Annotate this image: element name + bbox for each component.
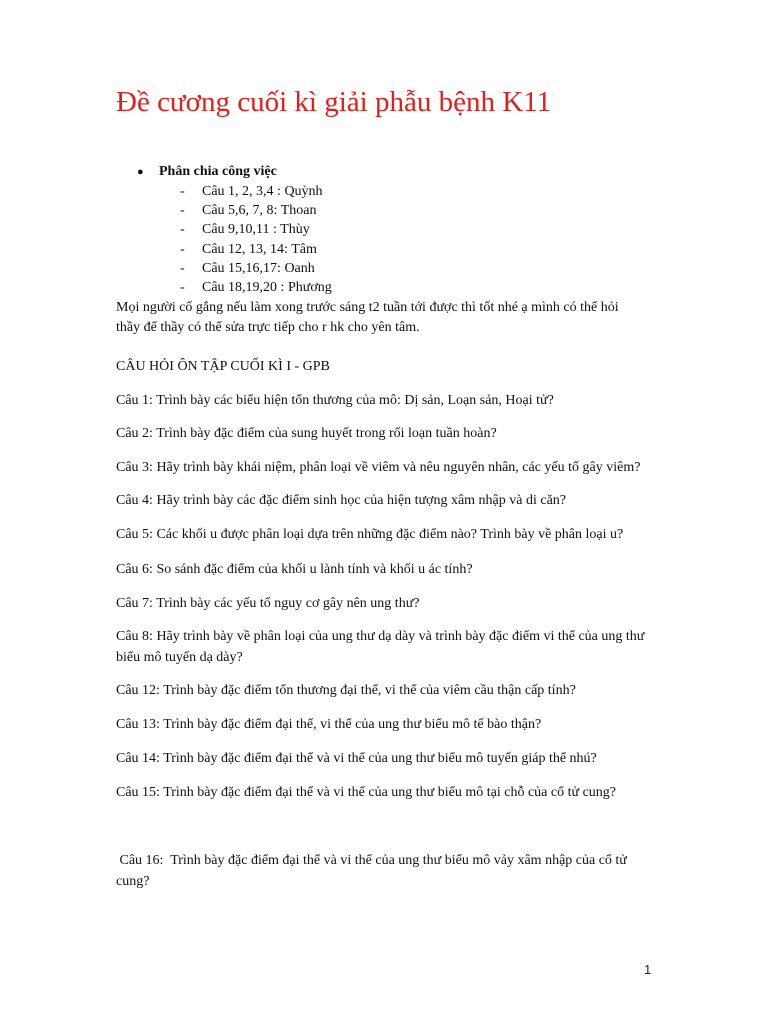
assignment-item [180, 240, 317, 260]
question-item-continued: biểu mô tuyến dạ dày? [116, 650, 243, 665]
assignment-text: Câu 12, 13, 14: Tâm [202, 242, 317, 257]
dash-icon: - [180, 261, 185, 276]
assignment-item [180, 278, 332, 298]
question-item: Câu 6: So sánh đặc điểm của khối u lành tính và khối u ác tính? [116, 562, 473, 577]
note-line: thầy để thầy có thể sửa trực tiếp cho r hk cho yên tâm. [116, 320, 420, 335]
assignment-item [180, 201, 316, 221]
section-heading: CÂU HỎI ÔN TẬP CUỐI KÌ I - GPB [116, 359, 330, 374]
note-line: Mọi người cố gắng nếu làm xong trước sáng t2 tuần tới được thì tốt nhé ạ mình có thể hỏi [116, 300, 619, 315]
dash-icon: - [180, 280, 185, 295]
question-item: Câu 16: Trình bày đặc điểm đại thể và vi thể của ung thư biểu mô vảy xâm nhập của cổ tử [116, 853, 627, 868]
question-item: Câu 3: Hãy trình bày khái niệm, phân loại về viêm và nêu nguyên nhân, các yếu tố gây viêm? [116, 460, 641, 475]
assignment-text: Câu 1, 2, 3,4 : Quỳnh [202, 184, 323, 199]
dash-icon: - [180, 222, 185, 237]
question-item: Câu 7: Trình bày các yếu tố nguy cơ gây nên ung thư? [116, 596, 420, 611]
question-item: Câu 12: Trình bày đặc điểm tổn thương đại thể, vi thể của viêm cầu thận cấp tính? [116, 683, 576, 698]
bullet-icon: ● [137, 166, 144, 178]
assignment-item [180, 259, 315, 279]
question-item: Câu 1: Trình bày các biểu hiện tổn thương của mô: Dị sản, Loạn sản, Hoại tử? [116, 393, 554, 408]
assignment-text: Câu 18,19,20 : Phương [202, 280, 332, 295]
document-title: Đề cương cuối kì giải phẫu bệnh K11 [116, 86, 552, 118]
question-item: Câu 4: Hãy trình bày các đặc điểm sinh học của hiện tượng xâm nhập và di căn? [116, 493, 567, 508]
question-item-continued: cung? [116, 874, 150, 889]
question-item: Câu 14: Trình bày đặc điểm đại thể và vi thể của ung thư biểu mô tuyến giáp thể nhú? [116, 751, 597, 766]
question-item: Câu 8: Hãy trình bày về phân loại của ung thư dạ dày và trình bày đặc điểm vi thể của ung thư [116, 629, 645, 644]
page-number: 1 [644, 962, 652, 977]
dash-icon: - [180, 242, 185, 257]
question-item: Câu 15: Trình bày đặc điểm đại thể và vi thể của ung thư biểu mô tại chỗ của cổ tử cung? [116, 785, 617, 800]
assignment-text: Câu 5,6, 7, 8: Thoan [202, 203, 317, 218]
dash-icon: - [180, 184, 185, 199]
division-heading [137, 162, 277, 182]
assignment-item [180, 182, 323, 202]
question-item: Câu 2: Trình bày đặc điểm của sung huyết trong rối loạn tuần hoàn? [116, 426, 497, 441]
assignment-item [180, 220, 310, 240]
division-label: Phân chia công việc [159, 164, 277, 179]
dash-icon: - [180, 203, 185, 218]
question-item: Câu 13: Trình bày đặc điểm đại thể, vi thể của ung thư biểu mô tế bào thận? [116, 717, 542, 732]
assignment-text: Câu 9,10,11 : Thùy [202, 222, 310, 237]
assignment-text: Câu 15,16,17: Oanh [202, 261, 315, 276]
question-item: Câu 5: Các khối u được phân loại dựa trên những đặc điểm nào? Trình bày về phân loại u? [116, 527, 624, 542]
